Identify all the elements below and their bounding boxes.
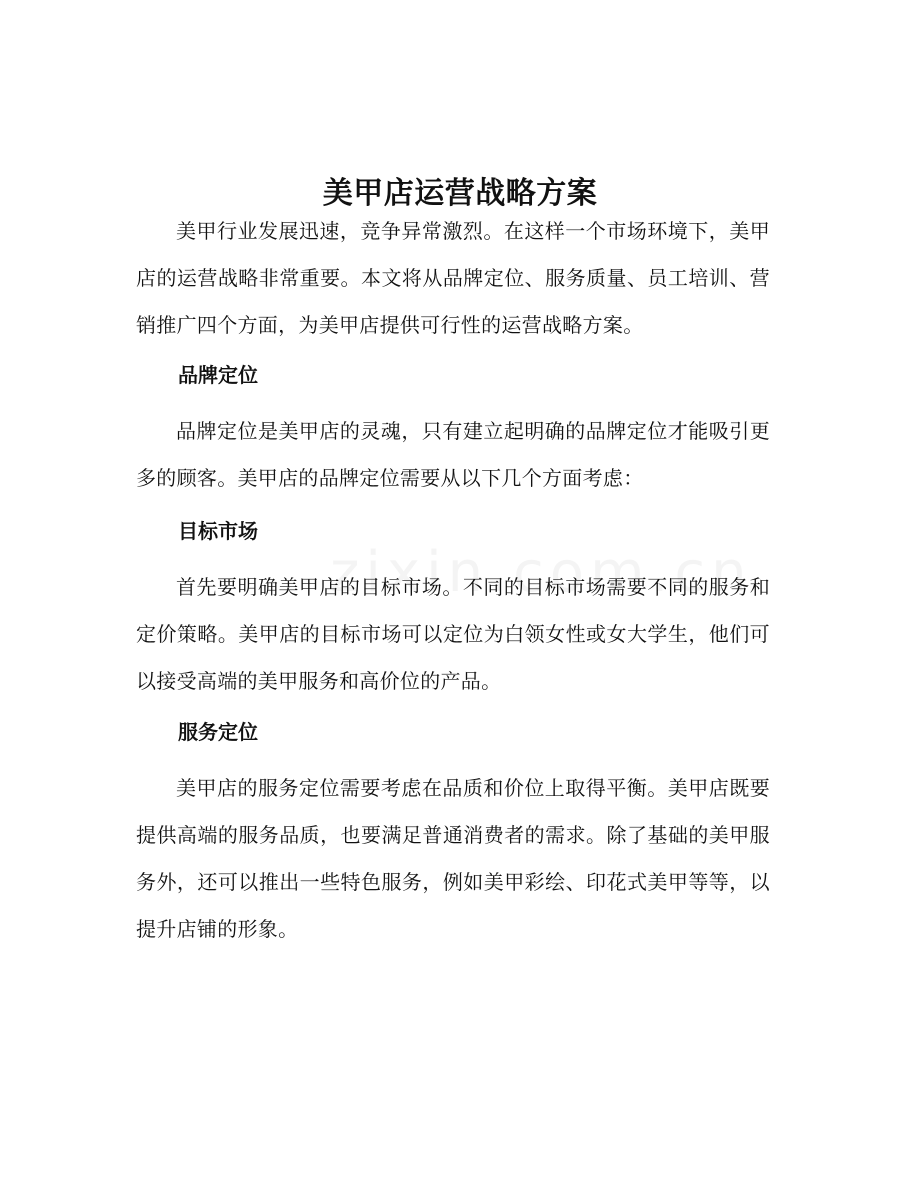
document-title: 美甲店运营战略方案 [322, 176, 598, 212]
brand-positioning-paragraph: 品牌定位是美甲店的灵魂，只有建立起明确的品牌定位才能吸引更多的顾客。美甲店的品牌定位需要从以下几个方面考虑： [136, 419, 770, 490]
target-market-paragraph: 首先要明确美甲店的目标市场。不同的目标市场需要不同的服务和定价策略。美甲店的目标市场可以定位为白领女性或女大学生，他们可以接受高端的美甲服务和高价位的产品。 [136, 575, 770, 693]
section-heading-service-positioning: 服务定位 [178, 720, 258, 744]
intro-paragraph: 美甲行业发展迅速，竞争异常激烈。在这样一个市场环境下，美甲店的运营战略非常重要。本文将从品牌定位、服务质量、员工培训、营销推广四个方面，为美甲店提供可行性的运营战略方案。 [136, 219, 770, 337]
section-heading-brand-positioning: 品牌定位 [178, 363, 258, 387]
section-heading-target-market: 目标市场 [178, 519, 258, 543]
service-positioning-paragraph: 美甲店的服务定位需要考虑在品质和价位上取得平衡。美甲店既要提供高端的服务品质，也要满足普通消费者的需求。除了基础的美甲服务外，还可以推出一些特色服务，例如美甲彩绘、印花式美甲等等，以提升店铺的形象。 [136, 776, 770, 941]
